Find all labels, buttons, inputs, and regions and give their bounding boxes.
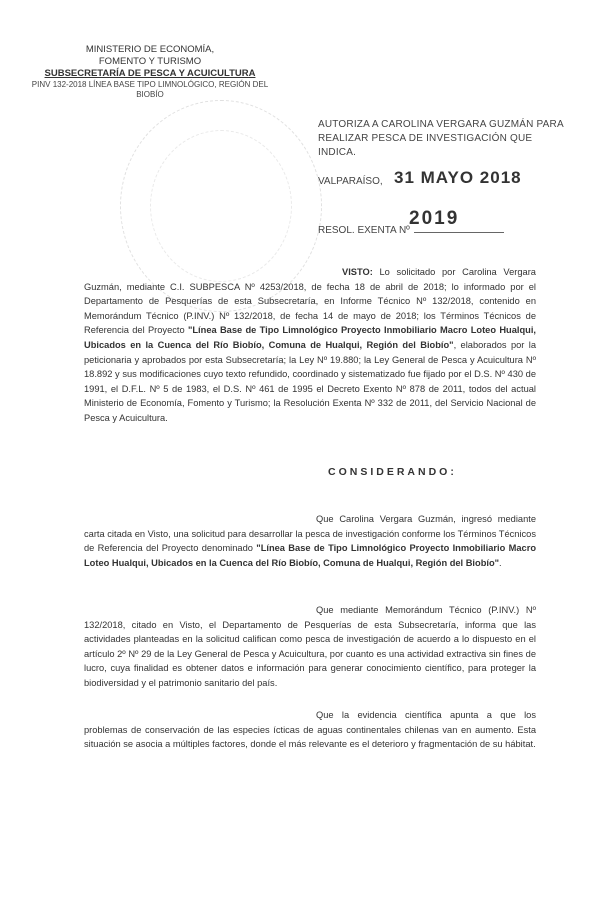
considerando-paragraph-2 bbox=[84, 603, 536, 691]
file-reference: PINV 132-2018 LÍNEA BASE TIPO LIMNOLÓGICO, REGIÓN DEL bbox=[31, 80, 269, 89]
ministry-name-cont: FOMENTO Y TURISMO bbox=[98, 56, 202, 67]
resolution-number-line bbox=[414, 232, 504, 233]
letterhead bbox=[30, 44, 270, 100]
resolution-label-text: RESOL. EXENTA Nº bbox=[318, 225, 410, 236]
visto-label: VISTO: bbox=[342, 267, 373, 277]
official-seal-inner bbox=[150, 130, 292, 282]
para1-text: Que Carolina Vergara Guzmán, ingresó mediante carta citada en Visto, una solicitud para desarrollar la pesca de investigación conforme los Términos Técnicos de Referencia del Proyecto denominado bbox=[84, 514, 536, 554]
para3-text: Que la evidencia científica apunta a que los problemas de conservación de las especies ícticas de aguas continentales chilenas van en aumento. Esta situación se asocia a múltiples factores, donde el más relevante es el deterioro y fragmentación de su hábitat. bbox=[84, 710, 536, 750]
considerando-heading: CONSIDERANDO: bbox=[328, 466, 457, 478]
issue-date-stamp: 31 MAYO 2018 bbox=[394, 168, 522, 187]
resolution-number: 2019 bbox=[409, 208, 460, 229]
visto-paragraph bbox=[84, 265, 536, 426]
para1-project-title: "Línea Base de Tipo Limnológico Proyecto Inmobiliario Macro Loteo Hualqui, Ubicados en la Cuenca del Río Biobío, Comuna de Hualqui, Región del Biobío" bbox=[84, 543, 536, 568]
para1-end: . bbox=[499, 557, 502, 568]
issue-place: VALPARAÍSO, bbox=[318, 176, 383, 187]
resolution-subject: AUTORIZA A CAROLINA VERGARA GUZMÁN PARA REALIZAR PESCA DE INVESTIGACIÓN QUE INDICA. bbox=[318, 119, 564, 158]
visto-project-title: "Línea Base de Tipo Limnológico Proyecto Inmobiliario Macro Loteo Hualqui, Ubicados en la Cuenca del Río Biobío, Comuna de Hualqui, Región del Biobío" bbox=[84, 325, 536, 350]
visto-text-1: Lo solicitado por Carolina Vergara Guzmán, mediante C.I. SUBPESCA Nº 4253/2018, de fecha 18 de abril de 2018; lo informado por el Departamento de Pesquerías de esta Subsecretaría, en Informe Técnico Nº 132/2018, contenido en Memorándum Técnico (P.INV.) Nº 132/2018, de fecha 14 de mayo de 2018; los Términos Técnicos de Referencia del Proyecto bbox=[84, 267, 536, 336]
undersecretariat-name: SUBSECRETARÍA DE PESCA Y ACUICULTURA bbox=[44, 68, 256, 79]
visto-text-2: , elaborados por la peticionaria y aprobados por esta Subsecretaría; la Ley Nº 19.880; la Ley General de Pesca y Acuicultura Nº 18.892 y sus modificaciones cuyo texto refundido, coordinado y sistematizado fue fijado por el D.S. Nº 430 de 1991, el D.F.L. Nº 5 de 1983, el D.S. Nº 461 de 1995 el Decreto Exento Nº 878 de 2011, todos del actual Ministerio de Economía, Fomento y Turismo; la Resolución Exenta Nº 332 de 2011, del Servicio Nacional de Pesca y Acuicultura. bbox=[84, 339, 537, 423]
considerando-paragraph-3 bbox=[84, 708, 536, 752]
ministry-name: MINISTERIO DE ECONOMÍA, bbox=[85, 44, 215, 55]
considerando-paragraph-1 bbox=[84, 512, 536, 570]
file-reference-cont: BIOBÍO bbox=[136, 90, 164, 99]
para2-text: Que mediante Memorándum Técnico (P.INV.) Nº 132/2018, citado en Visto, el Departamento de Pesquerías de esta Subsecretaría, informa que las actividades planteadas en la solicitud califican como pesca de investigación de acuerdo a lo dispuesto en el artículo 2º Nº 29 de la Ley General de Pesca y Acuicultura, por cuanto es una actividad extractiva sin fines de lucro, cuya finalidad es obtener datos e información para generar conocimiento científico, para proteger la biodiversidad y el patrimonio sanitario del país. bbox=[84, 605, 536, 688]
